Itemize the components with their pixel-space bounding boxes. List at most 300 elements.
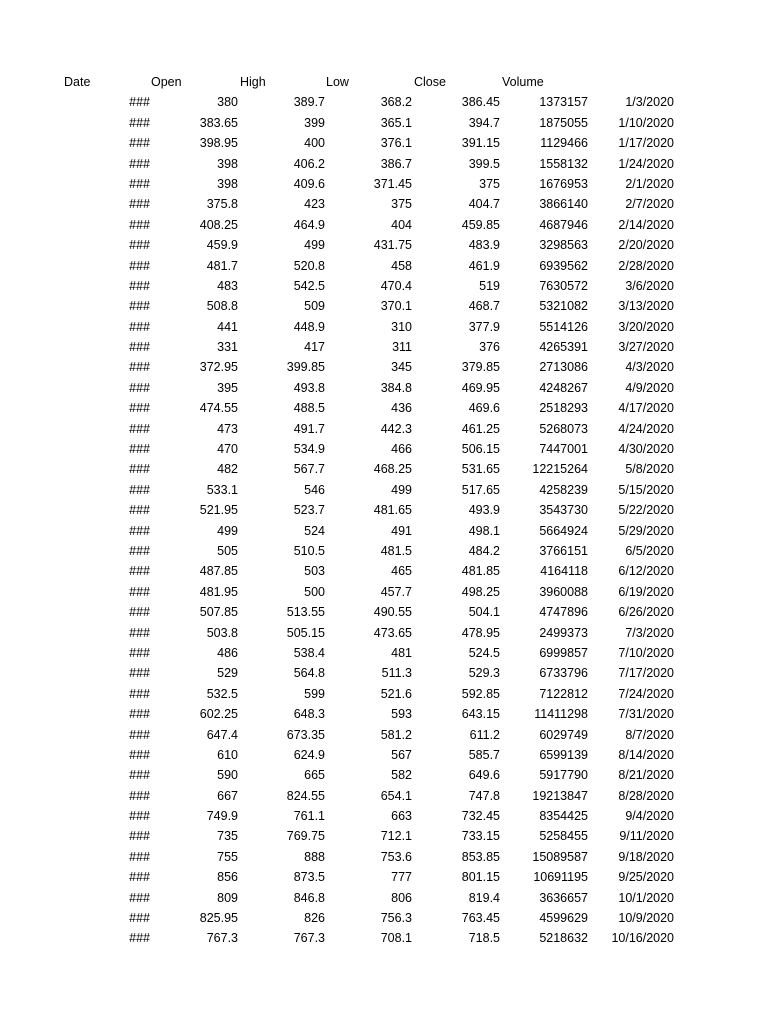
date-cell-overflow: ### (129, 564, 150, 579)
volume-cell: 5268073 (539, 421, 588, 436)
volume-cell: 1558132 (539, 156, 588, 171)
open-cell: 375.8 (206, 197, 238, 212)
low-cell: 365.1 (380, 115, 412, 130)
high-cell: 493.8 (293, 380, 325, 395)
close-cell: 718.5 (468, 931, 500, 946)
close-cell: 376 (479, 340, 500, 355)
date-cell-overflow: ### (129, 278, 150, 293)
low-cell: 470.4 (380, 278, 412, 293)
table-row (0, 256, 768, 276)
table-body (0, 92, 768, 948)
date-cell-overflow: ### (129, 360, 150, 375)
volume-cell: 3298563 (539, 238, 588, 253)
low-cell: 370.1 (380, 299, 412, 314)
high-cell: 464.9 (293, 217, 325, 232)
open-cell: 398 (217, 176, 238, 191)
high-cell: 409.6 (293, 176, 325, 191)
header-volume: Volume (502, 75, 544, 89)
date-cell: 4/17/2020 (618, 401, 674, 416)
date-cell-overflow: ### (129, 809, 150, 824)
date-cell-overflow: ### (129, 95, 150, 110)
table-row (0, 215, 768, 235)
table-row (0, 439, 768, 459)
open-cell: 408.25 (199, 217, 238, 232)
date-cell-overflow: ### (129, 829, 150, 844)
open-cell: 507.85 (199, 605, 238, 620)
volume-cell: 11411298 (534, 707, 588, 722)
table-row (0, 806, 768, 826)
table-row (0, 765, 768, 785)
table-row (0, 337, 768, 357)
date-cell-overflow: ### (129, 217, 150, 232)
date-cell-overflow: ### (129, 543, 150, 558)
low-cell: 436 (391, 401, 412, 416)
date-cell-overflow: ### (129, 625, 150, 640)
close-cell: 517.65 (461, 482, 500, 497)
open-cell: 647.4 (206, 727, 238, 742)
volume-cell: 5917790 (539, 768, 588, 783)
close-cell: 399.5 (468, 156, 500, 171)
high-cell: 564.8 (293, 666, 325, 681)
high-cell: 499 (304, 238, 325, 253)
high-cell: 400 (304, 136, 325, 151)
date-cell-overflow: ### (129, 911, 150, 926)
table-row (0, 643, 768, 663)
date-cell: 4/24/2020 (618, 421, 674, 436)
table-row (0, 684, 768, 704)
close-cell: 853.85 (461, 849, 500, 864)
table-row (0, 480, 768, 500)
open-cell: 610 (217, 747, 238, 762)
date-cell: 2/1/2020 (625, 176, 674, 191)
high-cell: 534.9 (293, 442, 325, 457)
date-cell: 1/17/2020 (618, 136, 674, 151)
close-cell: 747.8 (468, 788, 500, 803)
close-cell: 649.6 (468, 768, 500, 783)
volume-cell: 6599139 (539, 747, 588, 762)
date-cell-overflow: ### (129, 849, 150, 864)
date-cell: 6/12/2020 (618, 564, 674, 579)
table-row (0, 826, 768, 846)
table-row (0, 154, 768, 174)
date-cell: 4/30/2020 (618, 442, 674, 457)
open-cell: 505 (217, 543, 238, 558)
high-cell: 599 (304, 686, 325, 701)
date-cell-overflow: ### (129, 197, 150, 212)
volume-cell: 1676953 (539, 176, 588, 191)
table-row (0, 357, 768, 377)
open-cell: 521.95 (199, 503, 238, 518)
high-cell: 769.75 (286, 829, 325, 844)
table-row (0, 521, 768, 541)
open-cell: 474.55 (199, 401, 238, 416)
date-cell-overflow: ### (129, 482, 150, 497)
open-cell: 473 (217, 421, 238, 436)
date-cell-overflow: ### (129, 156, 150, 171)
low-cell: 491 (391, 523, 412, 538)
volume-cell: 7447001 (539, 442, 588, 457)
date-cell: 2/20/2020 (618, 238, 674, 253)
low-cell: 777 (391, 870, 412, 885)
volume-cell: 1373157 (539, 95, 588, 110)
date-cell-overflow: ### (129, 666, 150, 681)
low-cell: 654.1 (380, 788, 412, 803)
high-cell: 510.5 (293, 543, 325, 558)
open-cell: 825.95 (199, 911, 238, 926)
open-cell: 667 (217, 788, 238, 803)
high-cell: 538.4 (293, 645, 325, 660)
low-cell: 481.65 (373, 503, 412, 518)
date-cell-overflow: ### (129, 584, 150, 599)
volume-cell: 1129466 (540, 136, 588, 151)
close-cell: 506.15 (461, 442, 500, 457)
close-cell: 733.15 (461, 829, 500, 844)
table-row (0, 561, 768, 581)
date-cell: 1/10/2020 (618, 115, 674, 130)
table-row (0, 928, 768, 948)
open-cell: 590 (217, 768, 238, 783)
open-cell: 529 (217, 666, 238, 681)
close-cell: 763.45 (461, 911, 500, 926)
date-cell-overflow: ### (129, 238, 150, 253)
open-cell: 481.95 (199, 584, 238, 599)
date-cell: 7/3/2020 (625, 625, 674, 640)
close-cell: 498.1 (468, 523, 500, 538)
date-cell-overflow: ### (129, 747, 150, 762)
table-row (0, 419, 768, 439)
low-cell: 806 (391, 890, 412, 905)
high-cell: 505.15 (286, 625, 325, 640)
high-cell: 520.8 (293, 258, 325, 273)
date-cell-overflow: ### (129, 788, 150, 803)
open-cell: 602.25 (199, 707, 238, 722)
volume-cell: 6733796 (539, 666, 588, 681)
low-cell: 384.8 (380, 380, 412, 395)
date-cell: 8/21/2020 (618, 768, 674, 783)
date-cell-overflow: ### (129, 768, 150, 783)
open-cell: 483 (217, 278, 238, 293)
high-cell: 624.9 (293, 747, 325, 762)
date-cell: 2/14/2020 (618, 217, 674, 232)
date-cell: 10/16/2020 (611, 931, 674, 946)
date-cell-overflow: ### (129, 380, 150, 395)
volume-cell: 4248267 (539, 380, 588, 395)
high-cell: 846.8 (293, 890, 325, 905)
date-cell: 4/9/2020 (625, 380, 674, 395)
table-row (0, 908, 768, 928)
low-cell: 712.1 (380, 829, 412, 844)
high-cell: 417 (304, 340, 325, 355)
table-row (0, 92, 768, 112)
low-cell: 481 (391, 645, 412, 660)
high-cell: 491.7 (293, 421, 325, 436)
high-cell: 513.55 (286, 605, 325, 620)
date-cell: 5/22/2020 (618, 503, 674, 518)
header-close: Close (414, 75, 446, 89)
date-cell-overflow: ### (129, 319, 150, 334)
volume-cell: 6999857 (539, 645, 588, 660)
open-cell: 398 (217, 156, 238, 171)
close-cell: 498.25 (461, 584, 500, 599)
date-cell: 5/8/2020 (625, 462, 674, 477)
close-cell: 404.7 (468, 197, 500, 212)
date-cell: 6/19/2020 (618, 584, 674, 599)
date-cell-overflow: ### (129, 442, 150, 457)
stock-data-table (0, 72, 768, 949)
date-cell: 3/20/2020 (618, 319, 674, 334)
open-cell: 441 (217, 319, 238, 334)
date-cell-overflow: ### (129, 890, 150, 905)
close-cell: 801.15 (461, 870, 500, 885)
low-cell: 431.75 (373, 238, 412, 253)
volume-cell: 2499373 (539, 625, 588, 640)
open-cell: 470 (217, 442, 238, 457)
low-cell: 386.7 (380, 156, 412, 171)
close-cell: 469.95 (461, 380, 500, 395)
volume-cell: 7122812 (539, 686, 588, 701)
table-row (0, 235, 768, 255)
high-cell: 673.35 (286, 727, 325, 742)
date-cell-overflow: ### (129, 707, 150, 722)
volume-cell: 4599629 (539, 911, 588, 926)
low-cell: 310 (391, 319, 412, 334)
high-cell: 503 (304, 564, 325, 579)
header-low: Low (326, 75, 349, 89)
date-cell: 6/5/2020 (625, 543, 674, 558)
date-cell-overflow: ### (129, 605, 150, 620)
date-cell-overflow: ### (129, 115, 150, 130)
volume-cell: 4687946 (539, 217, 588, 232)
table-row (0, 704, 768, 724)
volume-cell: 4164118 (540, 564, 588, 579)
table-row (0, 867, 768, 887)
low-cell: 371.45 (373, 176, 412, 191)
high-cell: 500 (304, 584, 325, 599)
open-cell: 503.8 (206, 625, 238, 640)
low-cell: 457.7 (380, 584, 412, 599)
low-cell: 753.6 (380, 849, 412, 864)
open-cell: 508.8 (206, 299, 238, 314)
high-cell: 826 (304, 911, 325, 926)
table-row (0, 378, 768, 398)
date-cell: 9/25/2020 (618, 870, 674, 885)
date-cell: 8/7/2020 (625, 727, 674, 742)
date-cell: 4/3/2020 (625, 360, 674, 375)
date-cell-overflow: ### (129, 870, 150, 885)
date-cell-overflow: ### (129, 176, 150, 191)
low-cell: 581.2 (380, 727, 412, 742)
high-cell: 389.7 (293, 95, 325, 110)
high-cell: 523.7 (293, 503, 325, 518)
close-cell: 493.9 (468, 503, 500, 518)
close-cell: 531.65 (461, 462, 500, 477)
volume-cell: 2713086 (539, 360, 588, 375)
date-cell: 7/10/2020 (618, 645, 674, 660)
table-row (0, 296, 768, 316)
low-cell: 708.1 (380, 931, 412, 946)
volume-cell: 3543730 (539, 503, 588, 518)
table-row (0, 317, 768, 337)
open-cell: 533.1 (206, 482, 238, 497)
header-open: Open (151, 75, 182, 89)
high-cell: 824.55 (286, 788, 325, 803)
volume-cell: 6029749 (539, 727, 588, 742)
high-cell: 888 (304, 849, 325, 864)
low-cell: 458 (391, 258, 412, 273)
volume-cell: 6939562 (539, 258, 588, 273)
low-cell: 567 (391, 747, 412, 762)
table-row (0, 541, 768, 561)
table-row (0, 276, 768, 296)
open-cell: 767.3 (206, 931, 238, 946)
volume-cell: 3960088 (539, 584, 588, 599)
table-row (0, 459, 768, 479)
date-cell-overflow: ### (129, 645, 150, 660)
date-cell: 9/4/2020 (625, 809, 674, 824)
open-cell: 372.95 (199, 360, 238, 375)
table-row (0, 847, 768, 867)
date-cell-overflow: ### (129, 401, 150, 416)
low-cell: 473.65 (373, 625, 412, 640)
date-cell: 6/26/2020 (618, 605, 674, 620)
volume-cell: 19213847 (532, 788, 588, 803)
low-cell: 481.5 (380, 543, 412, 558)
high-cell: 448.9 (293, 319, 325, 334)
table-row (0, 602, 768, 622)
date-cell-overflow: ### (129, 727, 150, 742)
low-cell: 756.3 (380, 911, 412, 926)
table-row (0, 725, 768, 745)
date-cell: 10/9/2020 (618, 911, 674, 926)
date-cell: 8/14/2020 (618, 747, 674, 762)
volume-cell: 4265391 (539, 340, 588, 355)
date-cell: 5/29/2020 (618, 523, 674, 538)
volume-cell: 5321082 (539, 299, 588, 314)
date-cell-overflow: ### (129, 462, 150, 477)
volume-cell: 5664924 (539, 523, 588, 538)
low-cell: 368.2 (380, 95, 412, 110)
low-cell: 663 (391, 809, 412, 824)
close-cell: 386.45 (461, 95, 500, 110)
volume-cell: 15089587 (532, 849, 588, 864)
date-cell-overflow: ### (129, 136, 150, 151)
high-cell: 542.5 (293, 278, 325, 293)
open-cell: 487.85 (199, 564, 238, 579)
date-cell: 5/15/2020 (618, 482, 674, 497)
high-cell: 423 (304, 197, 325, 212)
volume-cell: 3866140 (539, 197, 588, 212)
open-cell: 532.5 (206, 686, 238, 701)
low-cell: 465 (391, 564, 412, 579)
volume-cell: 1875055 (539, 115, 588, 130)
volume-cell: 5258455 (539, 829, 588, 844)
high-cell: 399 (304, 115, 325, 130)
volume-cell: 3636657 (539, 890, 588, 905)
high-cell: 509 (304, 299, 325, 314)
table-row (0, 888, 768, 908)
date-cell: 8/28/2020 (618, 788, 674, 803)
close-cell: 819.4 (468, 890, 500, 905)
open-cell: 383.65 (199, 115, 238, 130)
date-cell-overflow: ### (129, 340, 150, 355)
close-cell: 391.15 (461, 136, 500, 151)
table-row (0, 113, 768, 133)
close-cell: 483.9 (468, 238, 500, 253)
table-row (0, 500, 768, 520)
volume-cell: 3766151 (539, 543, 588, 558)
open-cell: 856 (217, 870, 238, 885)
date-cell: 7/24/2020 (618, 686, 674, 701)
open-cell: 486 (217, 645, 238, 660)
low-cell: 490.55 (373, 605, 412, 620)
volume-cell: 10691195 (533, 870, 588, 885)
low-cell: 468.25 (373, 462, 412, 477)
close-cell: 524.5 (468, 645, 500, 660)
header-date: Date (64, 75, 91, 89)
volume-cell: 5514126 (539, 319, 588, 334)
date-cell-overflow: ### (129, 931, 150, 946)
low-cell: 311 (392, 340, 412, 355)
date-cell-overflow: ### (129, 299, 150, 314)
date-cell: 9/18/2020 (618, 849, 674, 864)
close-cell: 469.6 (468, 401, 500, 416)
close-cell: 394.7 (468, 115, 500, 130)
low-cell: 375 (391, 197, 412, 212)
date-cell: 10/1/2020 (618, 890, 674, 905)
high-cell: 546 (304, 482, 325, 497)
open-cell: 331 (217, 340, 238, 355)
close-cell: 459.85 (461, 217, 500, 232)
open-cell: 395 (217, 380, 238, 395)
open-cell: 755 (217, 849, 238, 864)
table-row (0, 623, 768, 643)
table-row (0, 398, 768, 418)
volume-cell: 12215264 (532, 462, 588, 477)
table-row (0, 582, 768, 602)
low-cell: 404 (391, 217, 412, 232)
open-cell: 735 (217, 829, 238, 844)
header-high: High (240, 75, 266, 89)
close-cell: 478.95 (461, 625, 500, 640)
high-cell: 399.85 (286, 360, 325, 375)
close-cell: 379.85 (461, 360, 500, 375)
date-cell: 3/13/2020 (618, 299, 674, 314)
high-cell: 767.3 (293, 931, 325, 946)
table-row (0, 745, 768, 765)
table-row (0, 174, 768, 194)
open-cell: 459.9 (206, 238, 238, 253)
open-cell: 749.9 (206, 809, 238, 824)
close-cell: 585.7 (468, 747, 500, 762)
low-cell: 582 (391, 768, 412, 783)
date-cell-overflow: ### (129, 686, 150, 701)
high-cell: 488.5 (293, 401, 325, 416)
high-cell: 761.1 (293, 809, 325, 824)
high-cell: 648.3 (293, 707, 325, 722)
date-cell-overflow: ### (129, 523, 150, 538)
date-cell: 1/24/2020 (618, 156, 674, 171)
high-cell: 406.2 (293, 156, 325, 171)
volume-cell: 2518293 (539, 401, 588, 416)
date-cell: 7/17/2020 (618, 666, 674, 681)
open-cell: 380 (217, 95, 238, 110)
volume-cell: 4747896 (539, 605, 588, 620)
close-cell: 481.85 (461, 564, 500, 579)
volume-cell: 7630572 (539, 278, 588, 293)
close-cell: 461.9 (468, 258, 500, 273)
open-cell: 499 (217, 523, 238, 538)
close-cell: 377.9 (468, 319, 500, 334)
